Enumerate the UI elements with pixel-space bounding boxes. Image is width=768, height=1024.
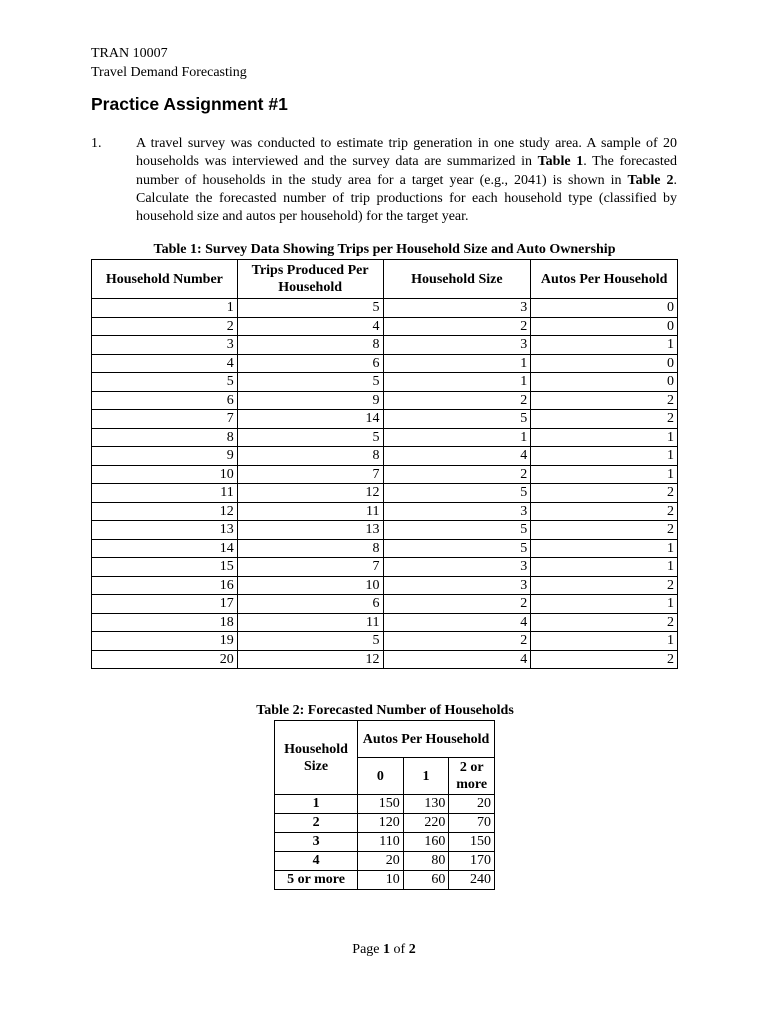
survey-data-table-body [92, 299, 678, 669]
table-cell: 4 [383, 447, 531, 466]
table-cell: 0 [531, 317, 678, 336]
forecast-households-table-body [275, 795, 495, 890]
household-size-cell: 4 [275, 852, 358, 871]
household-size-cell: 3 [275, 833, 358, 852]
table-row [92, 410, 678, 429]
table-cell: 11 [92, 484, 238, 503]
table-cell: 5 [237, 373, 383, 392]
table-cell: 3 [92, 336, 238, 355]
table-cell: 2 [383, 595, 531, 614]
table-cell: 2 [92, 317, 238, 336]
table-cell: 60 [403, 871, 449, 890]
table-row [92, 373, 678, 392]
question-text-part-2: . The forecasted number of households in the study area for a target year (e.g., 2041) is shown in [136, 154, 678, 188]
autos-per-household-header: Autos Per Household [358, 721, 495, 758]
autos-column-header: 0 [358, 758, 404, 795]
table-cell: 2 [531, 521, 678, 540]
table-cell: 14 [237, 410, 383, 429]
table-cell: 2 [531, 391, 678, 410]
table-cell: 20 [358, 852, 404, 871]
table-cell: 20 [449, 795, 495, 814]
column-header: Household Number [92, 260, 238, 299]
table-cell: 10 [358, 871, 404, 890]
table-cell: 1 [531, 465, 678, 484]
table-row [92, 447, 678, 466]
table-row [92, 336, 678, 355]
table-cell: 7 [237, 558, 383, 577]
course-code: TRAN 10007 [91, 46, 168, 61]
table-row [275, 814, 495, 833]
table-cell: 6 [237, 595, 383, 614]
course-name: Travel Demand Forecasting [91, 65, 247, 80]
household-size-cell: 2 [275, 814, 358, 833]
table-cell: 10 [237, 576, 383, 595]
forecast-households-table [274, 720, 495, 890]
table-1-caption: Table 1: Survey Data Showing Trips per Household Size and Auto Ownership [153, 242, 616, 257]
table-cell: 9 [92, 447, 238, 466]
table-cell: 11 [237, 613, 383, 632]
question-text-part-3: . Calculate the forecasted number of trip productions for each household type (classified by household size and autos per household) for the target year. [136, 172, 677, 225]
table-cell: 12 [237, 484, 383, 503]
table-cell: 5 [92, 373, 238, 392]
table-cell: 7 [237, 465, 383, 484]
table-row [92, 354, 678, 373]
table-2-caption: Table 2: Forecasted Number of Households [256, 703, 514, 718]
table-cell: 14 [92, 539, 238, 558]
table-cell: 16 [92, 576, 238, 595]
column-header: Trips Produced Per Household [237, 260, 383, 299]
table-cell: 3 [383, 576, 531, 595]
survey-data-table [91, 259, 678, 669]
table-cell: 0 [531, 299, 678, 318]
table-cell: 4 [92, 354, 238, 373]
household-size-header: Household Size [275, 721, 358, 795]
household-size-cell: 1 [275, 795, 358, 814]
table-row [92, 521, 678, 540]
column-header: Autos Per Household [531, 260, 678, 299]
table-cell: 17 [92, 595, 238, 614]
question-text-part-1: A travel survey was conducted to estimate trip generation in one study area. A sample of 20 households was interviewed and the survey data are summarized in [136, 136, 677, 170]
table-cell: 3 [383, 558, 531, 577]
page-footer [0, 942, 768, 958]
table-cell: 13 [237, 521, 383, 540]
table-row [275, 852, 495, 871]
autos-column-header: 2 or more [449, 758, 495, 795]
table-cell: 1 [383, 428, 531, 447]
table-cell: 8 [237, 336, 383, 355]
table-cell: 19 [92, 632, 238, 651]
question-number: 1. [91, 136, 102, 151]
page-title: Practice Assignment #1 [91, 94, 288, 114]
table-row [92, 576, 678, 595]
table-cell: 2 [531, 410, 678, 429]
table-cell: 2 [531, 484, 678, 503]
table-row [92, 484, 678, 503]
table-row [92, 613, 678, 632]
question-text [136, 135, 677, 226]
table-cell: 2 [383, 465, 531, 484]
table-cell: 5 [237, 428, 383, 447]
table-row [92, 299, 678, 318]
page-of: of [390, 942, 409, 957]
table-cell: 5 [237, 299, 383, 318]
table-cell: 1 [531, 539, 678, 558]
table-row [275, 871, 495, 890]
table-row [92, 317, 678, 336]
table-cell: 8 [237, 447, 383, 466]
table-cell: 70 [449, 814, 495, 833]
table-row [92, 595, 678, 614]
table-header-row [275, 721, 495, 758]
table-cell: 1 [531, 558, 678, 577]
table-row [275, 833, 495, 852]
table-cell: 1 [531, 428, 678, 447]
column-header: Household Size [383, 260, 531, 299]
table-cell: 240 [449, 871, 495, 890]
table-cell: 3 [383, 502, 531, 521]
table-cell: 1 [383, 354, 531, 373]
table-cell: 150 [449, 833, 495, 852]
table-cell: 1 [383, 373, 531, 392]
page-current: 1 [383, 942, 391, 957]
table-cell: 6 [92, 391, 238, 410]
table-cell: 0 [531, 354, 678, 373]
table-cell: 4 [383, 650, 531, 669]
table-cell: 12 [92, 502, 238, 521]
autos-column-header: 1 [403, 758, 449, 795]
table-cell: 8 [237, 539, 383, 558]
table-row [92, 632, 678, 651]
table-cell: 7 [92, 410, 238, 429]
table-cell: 5 [237, 632, 383, 651]
table-cell: 1 [531, 595, 678, 614]
table-row [92, 650, 678, 669]
table-cell: 170 [449, 852, 495, 871]
table-cell: 11 [237, 502, 383, 521]
table-row [92, 465, 678, 484]
table-cell: 9 [237, 391, 383, 410]
table-cell: 110 [358, 833, 404, 852]
table-cell: 120 [358, 814, 404, 833]
table-cell: 3 [383, 299, 531, 318]
table-cell: 6 [237, 354, 383, 373]
table-cell: 15 [92, 558, 238, 577]
table-cell: 10 [92, 465, 238, 484]
table-cell: 130 [403, 795, 449, 814]
table-row [92, 558, 678, 577]
table-cell: 5 [383, 521, 531, 540]
table-row [92, 539, 678, 558]
table-cell: 2 [531, 650, 678, 669]
table-cell: 5 [383, 410, 531, 429]
table-cell: 12 [237, 650, 383, 669]
table-cell: 1 [531, 632, 678, 651]
table-1-reference: Table 1 [537, 154, 584, 170]
table-cell: 2 [383, 317, 531, 336]
table-cell: 18 [92, 613, 238, 632]
table-cell: 3 [383, 336, 531, 355]
table-cell: 2 [383, 632, 531, 651]
page-label: Page [352, 942, 384, 957]
table-2-reference: Table 2 [627, 172, 674, 188]
table-cell: 220 [403, 814, 449, 833]
table-cell: 2 [531, 502, 678, 521]
table-row [275, 795, 495, 814]
table-cell: 160 [403, 833, 449, 852]
table-cell: 5 [383, 484, 531, 503]
table-cell: 0 [531, 373, 678, 392]
table-header-row [92, 260, 678, 299]
table-cell: 13 [92, 521, 238, 540]
table-row [92, 391, 678, 410]
table-cell: 5 [383, 539, 531, 558]
household-size-cell: 5 or more [275, 871, 358, 890]
table-cell: 150 [358, 795, 404, 814]
table-cell: 1 [531, 447, 678, 466]
page-total: 2 [408, 942, 416, 957]
table-cell: 8 [92, 428, 238, 447]
table-cell: 1 [92, 299, 238, 318]
table-cell: 80 [403, 852, 449, 871]
table-cell: 2 [531, 613, 678, 632]
table-cell: 4 [383, 613, 531, 632]
table-cell: 2 [383, 391, 531, 410]
table-cell: 2 [531, 576, 678, 595]
table-cell: 4 [237, 317, 383, 336]
table-cell: 20 [92, 650, 238, 669]
table-row [92, 502, 678, 521]
table-cell: 1 [531, 336, 678, 355]
table-row [92, 428, 678, 447]
